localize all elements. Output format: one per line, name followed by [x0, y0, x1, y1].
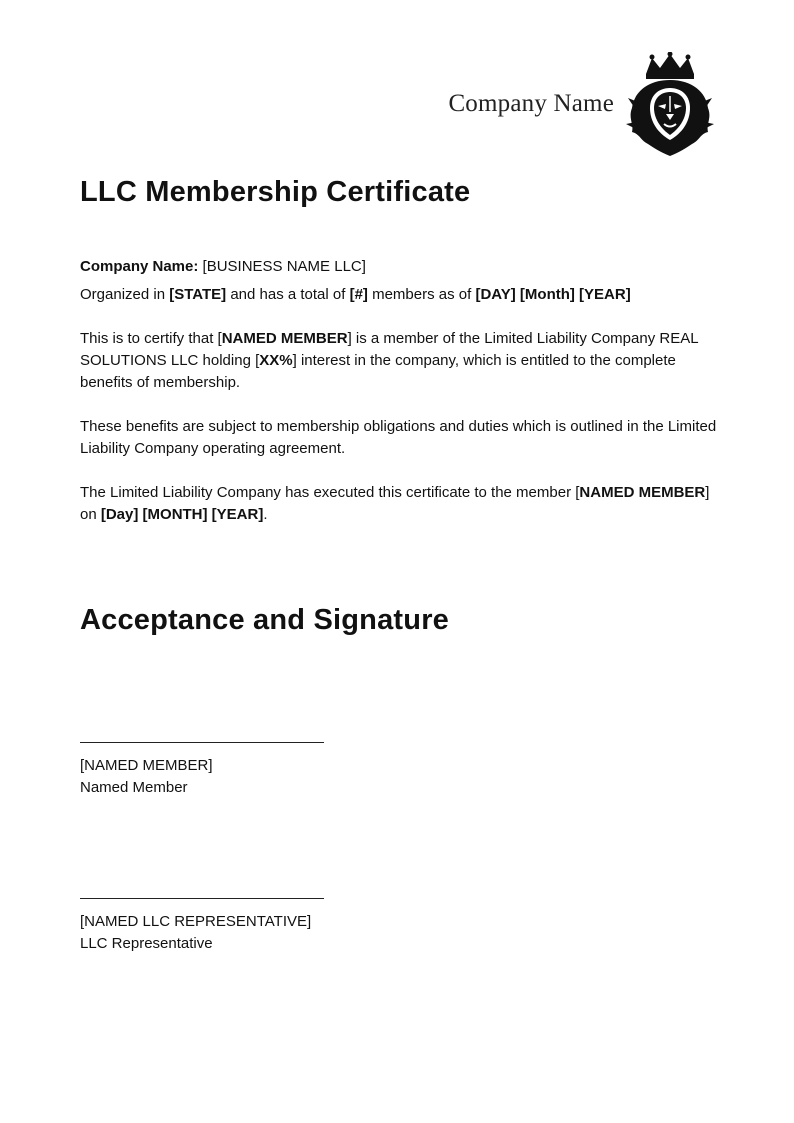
representative-signature-line[interactable]: [80, 898, 324, 899]
organized-text-3: members as of: [367, 286, 476, 303]
state-placeholder: [STATE]: [169, 286, 227, 303]
company-name-value: [BUSINESS NAME LLC]: [202, 258, 366, 275]
certify-text-1: This is to certify that [: [80, 330, 222, 347]
executed-text-2: ] on: [80, 484, 710, 523]
header: [448, 52, 716, 156]
representative-signature-name: [NAMED LLC REPRESENTATIVE]: [80, 913, 312, 930]
organized-text-2: and has a total of: [226, 286, 350, 303]
benefits-paragraph: These benefits are subject to membership obligations and duties which is outlined in the Limited Liability Company operating agreement.: [80, 418, 717, 457]
executed-text-1: The Limited Liability Company has executed this certificate to the member [: [80, 484, 580, 501]
page-title: LLC Membership Certificate: [80, 176, 471, 208]
named-member-placeholder: NAMED MEMBER: [221, 330, 348, 347]
executed-date-placeholder: [Day] [MONTH] [YEAR]: [100, 506, 264, 523]
executed-paragraph: [80, 482, 720, 526]
organized-date-placeholder: [DAY] [Month] [YEAR]: [475, 286, 631, 303]
certify-text-2: ] is a member of the Limited Liability Company REAL SOLUTIONS LLC holding [: [80, 330, 698, 369]
member-signature-block: [80, 742, 340, 799]
representative-signature-block: [80, 898, 340, 955]
executed-member-placeholder: NAMED MEMBER: [579, 484, 706, 501]
member-signature-role: Named Member: [80, 779, 188, 796]
certificate-body: [80, 256, 720, 526]
member-signature-line[interactable]: [80, 742, 324, 743]
interest-placeholder: XX%: [259, 352, 293, 369]
executed-text-3: .: [263, 506, 268, 523]
organized-line: [80, 284, 720, 306]
certify-text-3: ] interest in the company, which is entitled to the complete benefits of membership.: [80, 352, 676, 391]
company-name-line: [80, 256, 720, 278]
company-name-label: Company Name:: [80, 258, 199, 275]
crowned-lion-icon: [624, 52, 716, 156]
certify-paragraph: [80, 328, 720, 394]
company-name: Company Name: [448, 90, 614, 117]
acceptance-title: Acceptance and Signature: [80, 604, 450, 636]
organized-text-1: Organized in: [80, 286, 170, 303]
member-signature-name: [NAMED MEMBER]: [80, 757, 213, 774]
member-count-placeholder: [#]: [349, 286, 368, 303]
representative-signature-role: LLC Representative: [80, 935, 213, 952]
